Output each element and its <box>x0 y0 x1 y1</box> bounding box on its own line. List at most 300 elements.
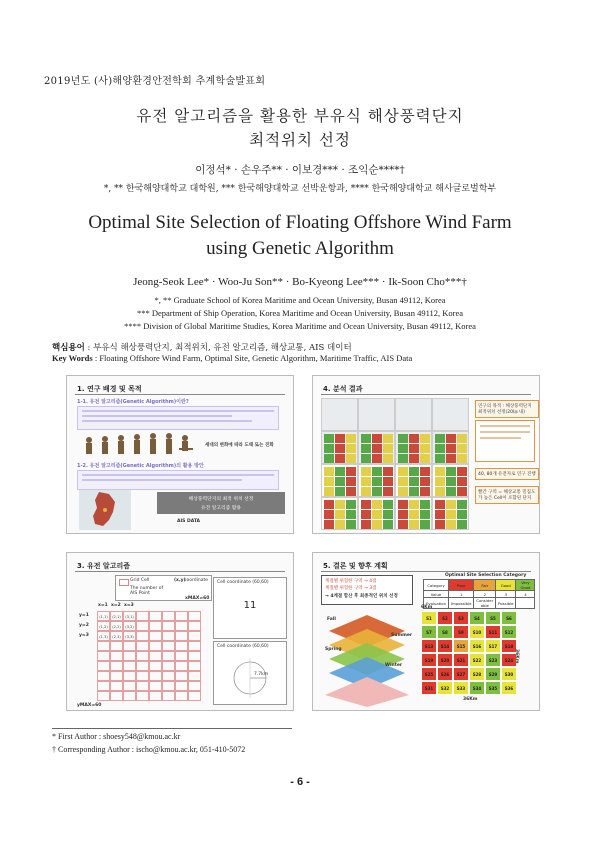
site-grid-cell: S29 <box>485 667 501 681</box>
legend-line-1: 계절별 위험한 구역 → 4점 <box>325 579 377 584</box>
slide2-title: 4. 분석 결과 <box>323 385 363 393</box>
grid-cell <box>97 671 110 681</box>
grid-cell <box>123 651 136 661</box>
analysis-map-panel <box>432 497 469 530</box>
analysis-map-cell <box>409 444 419 453</box>
analysis-map-cell <box>324 477 334 486</box>
grid-cell <box>110 671 123 681</box>
analysis-map-cell <box>346 520 356 529</box>
korean-affiliation: *, ** 한국해양대학교 대학원, *** 한국해양대학교 선박운항과, **** 한국해양대학교 해사글로벌학부 <box>103 184 497 194</box>
site-grid-cell: S7 <box>421 625 437 639</box>
analysis-map-cell <box>383 520 393 529</box>
analysis-map-cell <box>361 520 371 529</box>
cell-coordinate-top-label: Cell coordinate (60,60) <box>217 580 269 585</box>
grid-cell <box>162 641 175 651</box>
analysis-map-cell <box>346 500 356 509</box>
grid-cell <box>136 671 149 681</box>
analysis-map-cell <box>346 434 356 443</box>
grid-cell <box>175 651 188 661</box>
cell-grid <box>77 603 207 703</box>
analysis-map-cell <box>409 487 419 496</box>
analysis-map-cell <box>435 454 445 463</box>
grid-cell <box>162 611 175 621</box>
grid-cell: (3,2) <box>123 621 136 631</box>
slide-analysis-results <box>312 375 540 534</box>
grid-cell <box>149 621 162 631</box>
grid-cell <box>110 681 123 691</box>
grid-cell <box>123 661 136 671</box>
analysis-map-cell <box>372 434 382 443</box>
analysis-map-cell <box>335 434 345 443</box>
site-grid-cell: S12 <box>501 625 517 639</box>
category-table-row <box>424 598 535 609</box>
footnote-rule <box>52 728 292 729</box>
analysis-map-cell <box>324 500 334 509</box>
site-grid-cell: S18 <box>501 639 517 653</box>
site-grid-cell: S3 <box>453 611 469 625</box>
footnote-first-author: * First Author : shoesy548@kmou.ac.kr <box>52 732 181 741</box>
analysis-map-cell <box>409 500 419 509</box>
optimal-site-box <box>157 492 285 514</box>
analysis-map-panel <box>432 431 469 464</box>
analysis-map-panel <box>432 464 469 497</box>
analysis-note-detail <box>475 420 535 462</box>
grid-cell <box>136 651 149 661</box>
site-grid-cell: S30 <box>501 667 517 681</box>
analysis-map-cell <box>324 467 334 476</box>
optimal-site-box-text2: 유전 알고리즘 활용 <box>200 506 242 511</box>
analysis-map-cell <box>457 500 467 509</box>
analysis-map-panel <box>395 398 432 431</box>
slide-conclusion <box>312 552 540 711</box>
category-table-cell: Evaluation <box>424 598 449 609</box>
site-grid-cell: S9 <box>453 625 469 639</box>
grid-cell: (1,1) <box>97 611 110 621</box>
analysis-map-cell <box>361 444 371 453</box>
grid-cell <box>188 671 201 681</box>
grid-cell: (2,3) <box>110 631 123 641</box>
site-grid <box>421 611 517 695</box>
analysis-map-panel <box>358 464 395 497</box>
analysis-map-cell <box>335 477 345 486</box>
category-table-cell: 2 <box>474 591 496 598</box>
analysis-map-panel <box>321 464 358 497</box>
slide1-title: 1. 연구 배경 및 목적 <box>77 385 142 393</box>
analysis-map-cell <box>457 520 467 529</box>
grid-cell <box>97 641 110 651</box>
analysis-map-cell <box>435 500 445 509</box>
english-affiliation-3: **** Division of Global Maritime Studies, Korea Maritime and Ocean University, Busan 49112, Korea <box>124 321 476 331</box>
analysis-map-cell <box>335 467 345 476</box>
site-grid-cell: S1 <box>421 611 437 625</box>
analysis-map-cell <box>324 520 334 529</box>
analysis-map-cell <box>383 477 393 486</box>
site-grid-cell: S6 <box>501 611 517 625</box>
grid-cell <box>188 661 201 671</box>
analysis-map-cell <box>383 434 393 443</box>
category-table-cell: Good <box>496 580 516 591</box>
analysis-map-cell <box>398 500 408 509</box>
grid-cell <box>97 661 110 671</box>
grid-cell <box>162 671 175 681</box>
analysis-map-cell <box>420 467 430 476</box>
grid-cell <box>175 641 188 651</box>
site-grid-cell: S8 <box>437 625 453 639</box>
site-grid-cell: S28 <box>469 667 485 681</box>
site-grid-cell: S21 <box>453 653 469 667</box>
grid-cell <box>149 651 162 661</box>
score-legend <box>321 575 413 605</box>
analysis-map-cell <box>372 477 382 486</box>
site-grid-cell: S27 <box>453 667 469 681</box>
site-grid-cell: S4 <box>469 611 485 625</box>
category-table-cell: Impossible <box>449 598 474 609</box>
site-grid-cell: S36 <box>501 681 517 695</box>
site-grid-cell: S34 <box>469 681 485 695</box>
grid-column-label: x=2 <box>111 603 121 608</box>
grid-cell <box>97 691 110 701</box>
analysis-map-cell <box>398 467 408 476</box>
category-table-cell: Value <box>424 591 449 598</box>
grid-cell <box>136 631 149 641</box>
analysis-map-cell <box>420 520 430 529</box>
grid-row-label: y=2 <box>79 623 89 628</box>
cell-coordinate-panel-bottom <box>213 641 287 705</box>
legend-line-3: → 4계절 합산 후 최종적인 위치 선정 <box>325 594 398 599</box>
analysis-note-2: 40, 80개 유전자로 연구 진행 <box>475 468 539 480</box>
grid-cell <box>188 681 201 691</box>
analysis-map-cell <box>335 444 345 453</box>
slide2-divider <box>321 394 531 395</box>
analysis-map-cell <box>435 510 445 519</box>
analysis-map-cell <box>361 510 371 519</box>
site-grid-cell: S5 <box>485 611 501 625</box>
analysis-map-panel <box>321 431 358 464</box>
grid-cell <box>175 681 188 691</box>
ais-data-label: AIS DATA <box>177 519 201 524</box>
grid-column-label: x=1 <box>98 603 108 608</box>
analysis-map-cell <box>457 434 467 443</box>
analysis-map-cell <box>409 520 419 529</box>
grid-cell <box>136 611 149 621</box>
season-fall: Fall <box>327 617 336 622</box>
slide4-divider <box>321 571 531 572</box>
analysis-map-cell <box>372 520 382 529</box>
category-table-cell: 4 <box>516 591 535 598</box>
analysis-note-1: 연구의 목적 : 해상풍력단지 최적위치 선정(20㎞ 내) <box>475 400 539 418</box>
english-title-line1: Optimal Site Selection of Floating Offshore Wind Farm <box>88 212 512 233</box>
analysis-map-cell <box>420 510 430 519</box>
slide-research-background <box>66 375 294 534</box>
korean-keywords-label: 핵심용어 <box>52 343 85 353</box>
grid-cell <box>162 621 175 631</box>
slide1-subtitle1: 1-1. 유전 알고리즘(Genetic Algorithm)이란? <box>77 399 189 405</box>
analysis-map-cell <box>383 487 393 496</box>
analysis-map-cell <box>409 454 419 463</box>
analysis-map-cell <box>324 510 334 519</box>
analysis-map-cell <box>346 477 356 486</box>
grid-cell <box>149 641 162 651</box>
site-grid-cell: S22 <box>469 653 485 667</box>
korea-map-image <box>79 490 131 530</box>
analysis-map-cell <box>446 434 456 443</box>
slide1-bullet-box <box>77 406 279 430</box>
grid-cell <box>110 641 123 651</box>
slide1-divider <box>75 394 285 395</box>
english-keywords <box>52 353 412 363</box>
category-table-title: Optimal Site Selection Category <box>445 573 527 578</box>
analysis-map-cell <box>398 454 408 463</box>
grid-cell <box>175 621 188 631</box>
grid-cell <box>123 641 136 651</box>
analysis-map-cell <box>446 467 456 476</box>
grid-cell: (3,3) <box>123 631 136 641</box>
analysis-map-panel <box>395 464 432 497</box>
site-grid-cell: S31 <box>421 681 437 695</box>
site-grid-cell: S16 <box>469 639 485 653</box>
analysis-map-cell <box>324 444 334 453</box>
korean-authors: 이정석* · 손우주** · 이보경*** · 조익순****† <box>195 164 405 176</box>
analysis-map-cell <box>446 477 456 486</box>
analysis-map-cell <box>457 477 467 486</box>
evolution-illustration <box>81 432 201 458</box>
english-keywords-text: : Floating Offshore Wind Farm, Optimal Site, Genetic Algorithm, Maritime Traffic, AIS Data <box>92 353 413 363</box>
site-grid-cell: S24 <box>501 653 517 667</box>
analysis-map-cell <box>435 467 445 476</box>
category-table-cell <box>516 598 535 609</box>
site-grid-cell: S11 <box>485 625 501 639</box>
grid-cell <box>136 691 149 701</box>
analysis-map-cell <box>372 467 382 476</box>
season-layer-stack <box>321 607 413 707</box>
analysis-map-panel <box>395 431 432 464</box>
analysis-map-cell <box>398 434 408 443</box>
grid-cell <box>188 621 201 631</box>
grid-cell <box>136 681 149 691</box>
analysis-map-cell <box>361 487 371 496</box>
site-grid-cell: S25 <box>421 667 437 681</box>
analysis-map-cell <box>324 487 334 496</box>
grid-row-label: y=1 <box>79 613 89 618</box>
analysis-map-panel <box>395 497 432 530</box>
analysis-note-3: 빨간 구역 = 해상교통 밀집도가 높은 Cell이 포함된 단지 <box>475 486 539 504</box>
analysis-map-cell <box>372 444 382 453</box>
analysis-map-cell <box>372 500 382 509</box>
analysis-map-cell <box>435 520 445 529</box>
grid-cell <box>97 681 110 691</box>
analysis-map-cell <box>346 467 356 476</box>
grid-column-label: x=3 <box>124 603 134 608</box>
grid-cell <box>175 691 188 701</box>
analysis-map-cell <box>420 477 430 486</box>
grid-cell <box>188 631 201 641</box>
grid-cell <box>136 621 149 631</box>
category-table <box>423 579 535 609</box>
analysis-map-cell <box>446 510 456 519</box>
grid-cell <box>110 691 123 701</box>
analysis-map-cell <box>398 477 408 486</box>
season-spring: Spring <box>325 647 342 652</box>
cell-coordinate-bottom-label: Cell coordinate (60,60) <box>217 644 269 649</box>
analysis-map-panel <box>432 398 469 431</box>
analysis-map-cell <box>324 434 334 443</box>
category-table-cell: 1 <box>449 591 474 598</box>
analysis-map-panel <box>358 431 395 464</box>
analysis-map-cell <box>457 467 467 476</box>
analysis-map-cell <box>361 500 371 509</box>
grid-cell <box>162 651 175 661</box>
analysis-map-cell <box>409 477 419 486</box>
grid-cell: (2,2) <box>110 621 123 631</box>
site-grid-cell: S32 <box>437 681 453 695</box>
analysis-map-cell <box>398 444 408 453</box>
analysis-map-cell <box>361 434 371 443</box>
cell-radius-diagram <box>226 654 274 700</box>
analysis-map-cell <box>346 454 356 463</box>
slide1-subtitle2: 1-2. 유전 알고리즘(Genetic Algorithm)의 활용 방안 <box>77 463 204 469</box>
site-grid-cell: S14 <box>437 639 453 653</box>
analysis-map-cell <box>420 444 430 453</box>
analysis-map-cell <box>420 454 430 463</box>
site-grid-cell: S2 <box>437 611 453 625</box>
analysis-map-cell <box>335 500 345 509</box>
grid-bottom-label: 36Km <box>463 697 478 702</box>
footnote-corresponding-author: † Corresponding Author : ischo@kmou.ac.kr, 051-410-5072 <box>52 745 246 754</box>
x-max-label: xMAX=60 <box>185 596 210 601</box>
english-title-line2: using Genetic Algorithm <box>206 238 394 259</box>
site-grid-cell: S10 <box>469 625 485 639</box>
category-table-cell: Consider able <box>474 598 496 609</box>
grid-cell <box>175 611 188 621</box>
page-number: - 6 - <box>290 776 310 788</box>
analysis-map-cell <box>383 467 393 476</box>
grid-cell <box>162 681 175 691</box>
grid-cell <box>136 661 149 671</box>
grid-cell <box>149 671 162 681</box>
analysis-map-cell <box>335 510 345 519</box>
y-max-label: yMAX=60 <box>77 703 102 708</box>
english-affiliation-1: *, ** Graduate School of Korea Maritime and Ocean University, Busan 49112, Korea <box>154 295 446 305</box>
grid-cell <box>149 681 162 691</box>
grid-cell <box>149 611 162 621</box>
analysis-map-cell <box>361 477 371 486</box>
analysis-map-cell <box>372 487 382 496</box>
category-table-cell: Category <box>424 580 449 591</box>
analysis-map-panels <box>321 398 471 530</box>
season-winter: Winter <box>385 663 403 668</box>
analysis-map-cell <box>324 454 334 463</box>
korean-title-line2: 최적위치 선정 <box>249 131 351 149</box>
analysis-map-cell <box>435 444 445 453</box>
site-grid-cell: S23 <box>485 653 501 667</box>
analysis-map-panel <box>321 398 358 431</box>
evolution-caption: 세대의 변화에 따라 도태 또는 진화 <box>205 443 274 448</box>
analysis-map-cell <box>335 520 345 529</box>
grid-cell: (1,2) <box>97 621 110 631</box>
grid-cell <box>123 671 136 681</box>
analysis-map-cell <box>398 487 408 496</box>
analysis-map-cell <box>446 520 456 529</box>
analysis-map-cell <box>346 444 356 453</box>
ais-count-value: 11 <box>243 600 257 611</box>
grid-cell <box>188 641 201 651</box>
grid-cell <box>188 651 201 661</box>
grid-cell <box>162 661 175 671</box>
cell-coordinate-panel-top <box>213 577 287 639</box>
analysis-map-cell <box>372 454 382 463</box>
analysis-map-cell <box>446 500 456 509</box>
analysis-map-cell <box>398 510 408 519</box>
site-grid-cell: S35 <box>485 681 501 695</box>
analysis-map-cell <box>457 510 467 519</box>
legend-grid-cell: Grid Cell <box>130 578 150 583</box>
english-affiliation-2: *** Department of Ship Operation, Korea Maritime and Ocean University, Busan 49112, Korea <box>136 308 464 318</box>
korean-keywords <box>52 341 352 353</box>
analysis-map-cell <box>420 434 430 443</box>
legend-ais-count: The number of AIS Point <box>130 586 164 596</box>
grid-cell <box>162 691 175 701</box>
grid-cell <box>97 651 110 661</box>
grid-cell <box>175 661 188 671</box>
analysis-map-cell <box>435 477 445 486</box>
english-authors: Jeong-Seok Lee* · Woo-Ju Son** · Bo-Kyeong Lee*** · Ik-Soon Cho***† <box>133 276 467 288</box>
site-grid-cell: S33 <box>453 681 469 695</box>
site-grid-cell: S17 <box>485 639 501 653</box>
site-grid-cell: S20 <box>437 653 453 667</box>
analysis-map-cell <box>346 510 356 519</box>
korean-keywords-text: : 부유식 해상풍력단지, 최적위치, 유전 알고리즘, 해상교통, AIS 데이터 <box>84 343 352 353</box>
grid-cell: (1,3) <box>97 631 110 641</box>
analysis-map-cell <box>409 467 419 476</box>
grid-cell: (3,1) <box>123 611 136 621</box>
grid-cell <box>123 691 136 701</box>
analysis-map-panel <box>358 398 395 431</box>
analysis-map-cell <box>457 444 467 453</box>
analysis-map-cell <box>446 487 456 496</box>
site-grid-cell: S19 <box>421 653 437 667</box>
grid-cell: (2,1) <box>110 611 123 621</box>
optimal-site-box-text: 해상풍력단지의 최적 위치 선정 <box>188 497 254 502</box>
grid-cell <box>175 671 188 681</box>
grid-row-label: y=3 <box>79 633 89 638</box>
analysis-map-cell <box>457 454 467 463</box>
grid-cell <box>162 631 175 641</box>
analysis-map-cell <box>335 454 345 463</box>
analysis-map-cell <box>372 510 382 519</box>
analysis-map-cell <box>383 500 393 509</box>
analysis-map-panel <box>358 497 395 530</box>
category-table-cell: Possible <box>496 598 516 609</box>
analysis-map-cell <box>361 454 371 463</box>
analysis-map-cell <box>398 520 408 529</box>
slide-genetic-algorithm <box>66 552 294 711</box>
analysis-map-cell <box>335 487 345 496</box>
grid-cell <box>149 691 162 701</box>
analysis-map-cell <box>420 500 430 509</box>
analysis-map-cell <box>420 487 430 496</box>
analysis-map-cell <box>457 487 467 496</box>
legend-coordinate: coordinate <box>184 578 209 583</box>
slide1-bullet-box2 <box>77 470 279 490</box>
site-grid-cell: S15 <box>453 639 469 653</box>
conference-header: 2019년도 (사)해양환경안전학회 추계학술발표회 <box>44 76 266 87</box>
grid-cell <box>123 681 136 691</box>
grid-cell <box>188 691 201 701</box>
analysis-map-cell <box>409 434 419 443</box>
category-table-cell: Fair <box>474 580 496 591</box>
slide3-divider <box>75 571 285 572</box>
grid-cell <box>149 661 162 671</box>
